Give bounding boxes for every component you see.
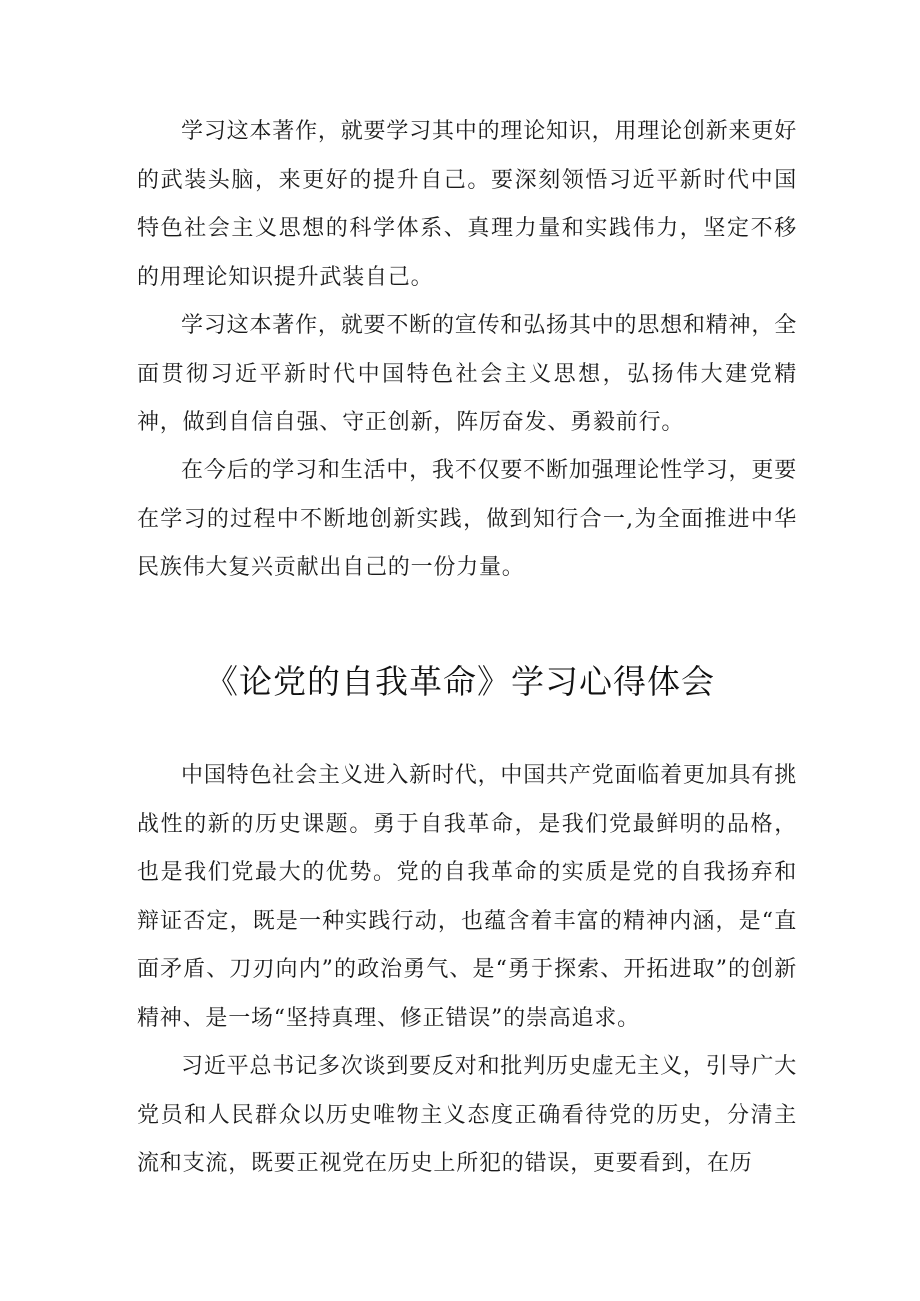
body-paragraph: 习近平总书记多次谈到要反对和批判历史虚无主义，引导广大党员和人民群众以历史唯物主义态度正确看待党的历史，分清主流和支流，既要正视党在历史上所犯的错误，更要看到，在历 (137, 1054, 797, 1176)
body-paragraph: 学习这本著作，就要不断的宣传和弘扬其中的思想和精神，全面贯彻习近平新时代中国特色社会主义思想，弘扬伟大建党精神，做到自信自强、守正创新，阵厉奋发、勇毅前行。 (137, 313, 797, 435)
body-paragraph: 中国特色社会主义进入新时代，中国共产党面临着更加具有挑战性的新的历史课题。勇于自我革命，是我们党最鲜明的品格，也是我们党最大的优势。党的自我革命的实质是党的自我扬弃和辩证否定，既是一种实践行动，也蕴含着丰富的精神内涵，是“直面矛盾、刀刃向内”的政治勇气、是“勇于探索、开拓进取”的创新精神、是一场“坚持真理、修正错误”的崇高追求。 (137, 763, 797, 1031)
section-title: 《论党的自我革命》学习心得体会 (205, 662, 715, 701)
body-paragraph: 在今后的学习和生活中，我不仅要不断加强理论性学习，更要在学习的过程中不断地创新实践，做到知行合一,为全面推进中华民族伟大复兴贡献出自己的一份力量。 (137, 458, 797, 580)
body-paragraph: 学习这本著作，就要学习其中的理论知识，用理论创新来更好的武装头脑，来更好的提升自己。要深刻领悟习近平新时代中国特色社会主义思想的科学体系、真理力量和实践伟力，坚定不移的用理论知识提升武装自己。 (137, 119, 797, 290)
